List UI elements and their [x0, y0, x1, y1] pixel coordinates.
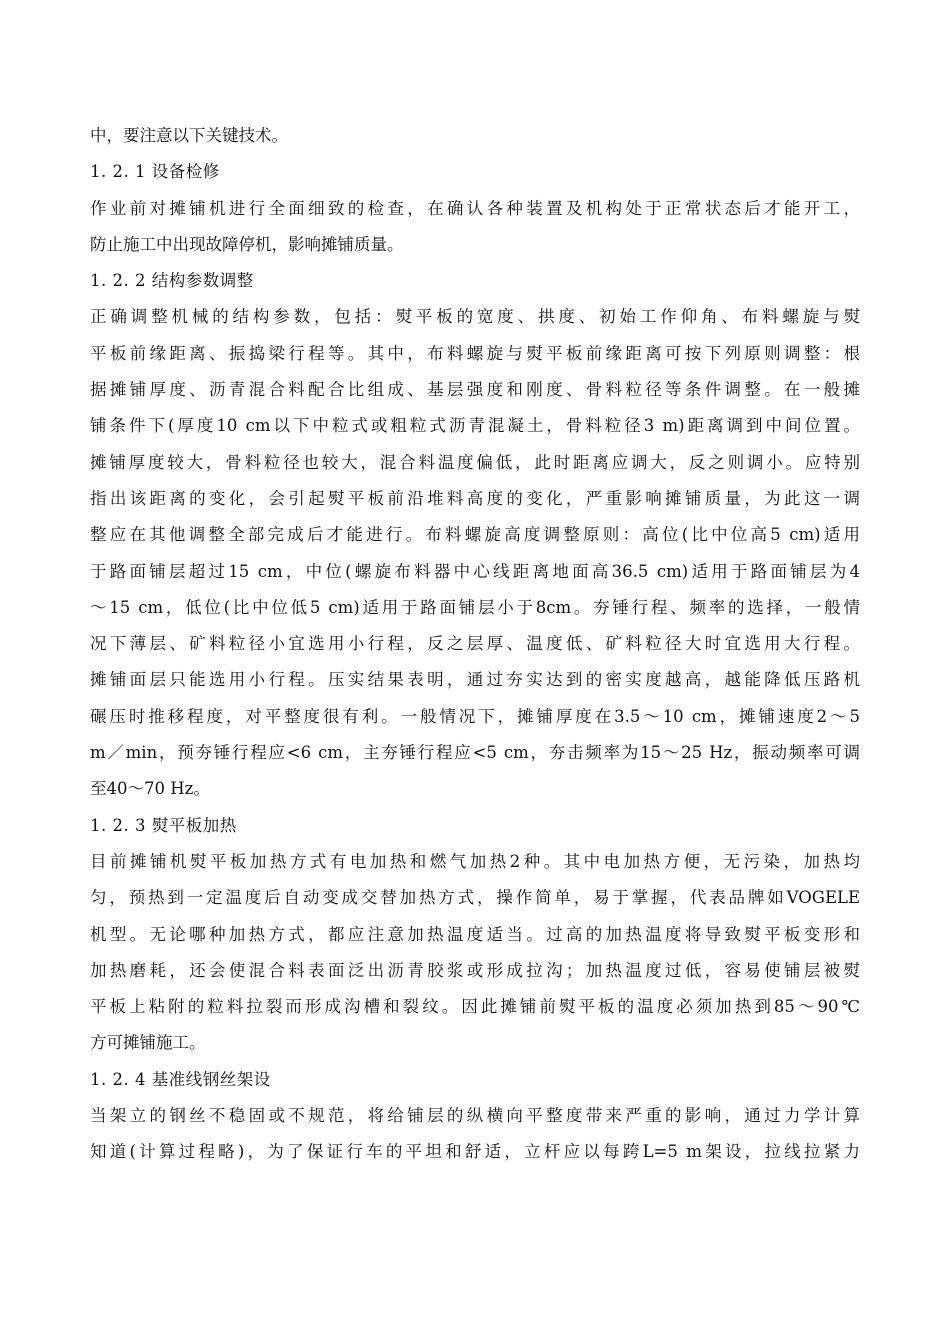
text-line: 碾压时推移程度，对平整度很有利。一般情况下，摊铺厚度在3.5～10 cm，摊铺速度2～5 [90, 706, 860, 726]
text-line: 平板前缘距离、振捣梁行程等。其中，布料螺旋与熨平板前缘距离可按下列原则调整：根 [90, 343, 860, 363]
text-line: 至40～70 Hz。 [90, 779, 210, 799]
text-line: 当架立的钢丝不稳固或不规范，将给铺层的纵横向平整度带来严重的影响，通过力学计算 [90, 1106, 860, 1126]
text-line: 况下薄层、矿料粒径小宜选用小行程，反之层厚、温度低、矿料粒径大时宜选用大行程。 [90, 634, 860, 654]
text-line: ～15 cm，低位(比中位低5 cm)适用于路面铺层小于8cm。夯锤行程、频率的选择，一般情 [90, 597, 860, 617]
text-line: 加热磨耗，还会使混合料表面泛出沥青胶浆或形成拉沟；加热温度过低，容易使铺层被熨 [90, 960, 860, 980]
text-line: 据摊铺厚度、沥青混合料配合比组成、基层强度和刚度、骨料粒径等条件调整。在一般摊 [90, 380, 860, 400]
text-line: 方可摊铺施工。 [90, 1033, 206, 1053]
text-line: 防止施工中出现故障停机，影响摊铺质量。 [90, 234, 404, 254]
section-heading: 1. 2. 3 熨平板加热 [90, 815, 237, 835]
document-page [90, 118, 860, 1171]
text-line: 铺条件下(厚度10 cm以下中粒式或粗粒式沥青混凝土，骨料粒径3 m)距离调到中间位置。 [90, 416, 860, 436]
section-heading: 1. 2. 4 基准线钢丝架设 [90, 1069, 271, 1089]
text-line: 正确调整机械的结构参数，包括：熨平板的宽度、拱度、初始工作仰角、布料螺旋与熨 [90, 307, 860, 327]
text-line: 平板上粘附的粒料拉裂而形成沟槽和裂纹。因此摊铺前熨平板的温度必须加热到85～90℃ [90, 997, 860, 1017]
text-line: 摊铺面层只能选用小行程。压实结果表明，通过夯实达到的密实度越高，越能降低压路机 [90, 670, 860, 690]
text-line: 知道(计算过程略)，为了保证行车的平坦和舒适，立杆应以每跨L=5 m架设，拉线拉紧力 [90, 1142, 860, 1162]
section-heading: 1. 2. 2 结构参数调整 [90, 271, 254, 291]
text-line: m／min，预夯锤行程应<6 cm，主夯锤行程应<5 cm，夯击频率为15～25 Hz，振动频率可调 [90, 743, 860, 763]
text-line: 机型。无论哪种加热方式，都应注意加热温度适当。过高的加热温度将导致熨平板变形和 [90, 924, 860, 944]
section-heading: 1. 2. 1 设备检修 [90, 162, 220, 182]
text-line: 摊铺厚度较大，骨料粒径也较大，混合料温度偏低，此时距离应调大，反之则调小。应特别 [90, 452, 860, 472]
text-line: 于路面铺层超过15 cm，中位(螺旋布料器中心线距离地面高36.5 cm)适用于路面铺层为4 [90, 561, 860, 581]
text-line: 整应在其他调整全部完成后才能进行。布料螺旋高度调整原则：高位(比中位高5 cm)适用 [90, 525, 860, 545]
text-line: 作业前对摊铺机进行全面细致的检查，在确认各种装置及机构处于正常状态后才能开工， [90, 198, 860, 218]
text-line: 目前摊铺机熨平板加热方式有电加热和燃气加热2种。其中电加热方便，无污染，加热均 [90, 851, 860, 871]
text-line: 中，要注意以下关键技术。 [90, 126, 288, 145]
text-line: 匀，预热到一定温度后自动变成交替加热方式，操作简单，易于掌握，代表品牌如VOGELE [90, 888, 860, 908]
text-line: 指出该距离的变化，会引起熨平板前沿堆料高度的变化，严重影响摊铺质量，为此这一调 [90, 488, 860, 508]
